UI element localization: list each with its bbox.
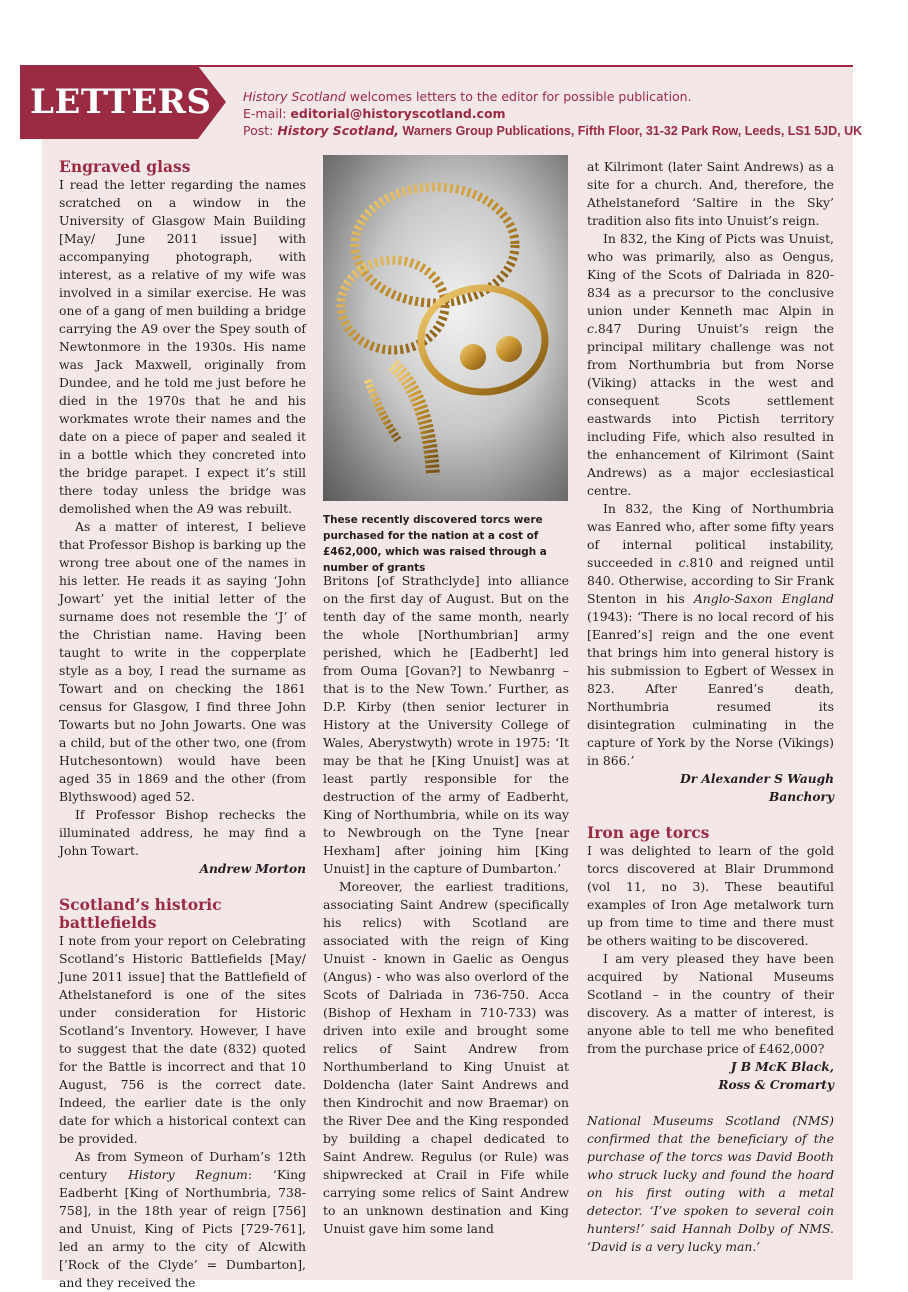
letter-heading-iron-age-torcs: Iron age torcs	[587, 823, 710, 842]
book-title: Anglo-Saxon England	[693, 591, 834, 606]
email-link[interactable]: editorial@historyscotland.com	[290, 106, 506, 121]
torcs-photo	[323, 155, 568, 501]
post-line	[243, 122, 862, 140]
circa: c.	[587, 321, 598, 336]
letter-paragraph	[587, 500, 834, 770]
letter-heading-battlefields: Scotland’s historic battlefields	[59, 895, 222, 932]
post-magazine-name: History Scotland,	[277, 123, 400, 138]
email-label: E-mail:	[243, 106, 291, 121]
torc-fragment	[393, 365, 433, 475]
column-2	[323, 572, 569, 1238]
section-title: LETTERS	[30, 82, 212, 122]
text-run: In 832, the King of Northumbria was Eanred who, after some fifty years of internal political instability, succeeded in	[587, 501, 834, 570]
post-label: Post:	[243, 123, 278, 138]
letter-paragraph: As a matter of interest, I believe that Professor Bishop is barking up the wrong tree about one of the names in his letter. He reads it as saying ‘John Jowart’ yet the initial letter of the surname does not resemble the ‘J’ of the Christian name. Having been taught to write in the copperplate style as a boy, I read the surname as Towart and on checking the 1861 census for Glasgow, I find three John Towarts but no John Jowarts. One was a child, but of the other two, one (from Hutchesontown) would have been aged 35 in 1869 and the other (from Blythswood) aged 52.	[59, 519, 306, 804]
signature-place: Banchory	[769, 790, 834, 804]
text-run: 810 and reigned until 840. Otherwise, according to Sir Frank Stenton in his	[587, 555, 834, 606]
circa: c.	[678, 555, 690, 570]
torc-terminal	[460, 344, 486, 370]
text-run: In 832, the King of Picts was Unuist, who was primarily, also as Oengus, King of the Scots of Dalriada in 820-834 as a precursor to the conclusive union under Kenneth mac Alpin in	[587, 231, 834, 318]
editor-note: National Museums Scotland (NMS) confirmed that the beneficiary of the purchase of the torcs was David Booth who struck lucky and found the hoard on his first outing with a metal detector. ‘I’ve spoken to several coin hunters!’ said Hannah Dolby of NMS. ‘David is a very lucky man.’	[587, 1113, 834, 1254]
photo-caption: These recently discovered torcs were purchased for the nation at a cost of £462,000, which was raised through a number of grants	[323, 514, 547, 574]
text-run: (1943): ‘There is no local record of his [Eanred’s] reign and the one event that brings him into general history is his submission to Egbert of Wessex in 823. After Eanred’s death, Northumbria resumed its disintegration culminating in the capture of York by the Norse (Vikings) in 866.’	[587, 609, 834, 768]
letter-paragraph: I note from your report on Celebrating Scotland’s Historic Battlefields [May/ June 2011 issue] that the Battlefield of Athelstaneford is one of the sites under consideration for Historic Scotland’s Inventory. However, I have to suggest that the date (832) quoted for the Battle is incorrect and that 10 August, 756 is the correct date. Indeed, the earlier date is the only date for which a historical context can be provided.	[59, 933, 306, 1146]
letter-heading-engraved-glass: Engraved glass	[59, 157, 191, 176]
signature: Andrew Morton	[199, 862, 306, 876]
letter-paragraph: I read the letter regarding the names scratched on a window in the University of Glasgow Main Building [May/ June 2011 issue] with accompanying photograph, with interest, as a relative of my wife was involved in a similar exercise. He was one of a gang of men building a bridge carrying the A9 over the Spey south of Newtonmore in the 1930s. His name was Jack Maxwell, originally from Dundee, and he told me just before he died in the 1970s that he and his workmates wrote their names and the date on a piece of paper and sealed it in a bottle which they concreted into the bridge parapet. I expect it’s still there today unless the bridge was demolished when the A9 was rebuilt.	[59, 177, 306, 516]
magazine-name: History Scotland	[243, 89, 346, 104]
letter-paragraph: Moreover, the earliest traditions, associating Saint Andrew (specifically his relics) with Scotland are associated with the reign of King Unuist - known in Gaelic as Oengus (Angus) - who was also overlord of the Scots of Dalriada in 736-750. Acca (Bishop of Hexham in 710-733) was driven into exile and brought some relics of Saint Andrew from Northumberland to King Unuist at Doldencha (later Saint Andrews and then Kindrochit and now Braemar) on the River Dee and the King responded by building a chapel dedicated to Saint Andrew. Regulus (or Rule) was shipwrecked at Crail in Fife while carrying some relics of Saint Andrew to an unknown destination and King Unuist gave him some land	[323, 879, 569, 1236]
letter-paragraph: at Kilrimont (later Saint Andrews) as a site for a church. And, therefore, the Athelstaneford ‘Saltire in the Sky’ tradition also fits into Unuist’s reign.	[587, 159, 834, 228]
letter-paragraph: I was delighted to learn of the gold torcs discovered at Blair Drummond (vol 11, no 3). These beautiful examples of Iron Age metalwork turn up from time to time and there must be others waiting to be discovered.	[587, 843, 834, 948]
letter-paragraph	[59, 1148, 306, 1292]
letter-paragraph: I am very pleased they have been acquired by National Museums Scotland – in the country of their discovery. As a matter of interest, is anyone able to tell me who benefited from the purchase price of £462,000?	[587, 951, 834, 1056]
post-address: Warners Group Publications, Fifth Floor, 31-32 Park Row, Leeds, LS1 5JD, UK	[399, 124, 863, 138]
column-1	[59, 158, 306, 1292]
torcs-illustration	[323, 155, 568, 501]
email-line	[243, 105, 506, 122]
text-run: 847 During Unuist’s reign the principal military challenge was not from Northumbria but from Norse (Viking) attacks in the west and consequent Scots settlement eastwards into Pictish territory including Fife, which also resulted in the enhancement of Kilrimont (Saint Andrews) as a major ecclesiastical centre.	[587, 321, 834, 498]
letter-paragraph: Britons [of Strathclyde] into alliance on the first day of August. But on the tenth day of the same month, nearly the whole [Northumbrian] army perished, which he [Eadberht] led from Ouma [Govan?] to Newbanrg – that is to the New Town.’ Further, as D.P. Kirby (then senior lecturer in History at the University College of Wales, Aberystwyth) wrote in 1975: ‘It may be that he [King Unuist] was at least partly responsible for the destruction of the army of Eadberht, King of Northumbria, while on its way to Newbrough on the Tyne [near Hexham] after joining him [King Unuist] in the capture of Dumbarton.’	[323, 573, 569, 876]
column-3	[587, 158, 834, 1256]
book-title: History Regnum	[128, 1167, 248, 1182]
letter-paragraph: If Professor Bishop rechecks the illuminated address, he may find a John Towart.	[59, 807, 306, 858]
signature-place: Ross & Cromarty	[718, 1078, 834, 1092]
signature: J B McK Black,	[730, 1060, 834, 1074]
intro-text: welcomes letters to the editor for possible publication.	[345, 89, 692, 104]
letter-paragraph	[587, 230, 834, 500]
torc-3	[421, 288, 545, 392]
intro-line	[243, 88, 692, 105]
torc-fragment	[368, 380, 398, 440]
signature: Dr Alexander S Waugh	[680, 772, 834, 786]
text-run: : ‘King Eadberht [King of Northumbria, 738-758], in the 18th year of reign [756] and Unuist, King of Picts [729-761], led an army to the city of Alcwith [’Rock of the Clyde’ = Dumbarton], and they received the	[59, 1167, 306, 1290]
text-run: As from Symeon of Durham’s 12th century	[59, 1149, 306, 1182]
torc-terminal	[496, 336, 522, 362]
